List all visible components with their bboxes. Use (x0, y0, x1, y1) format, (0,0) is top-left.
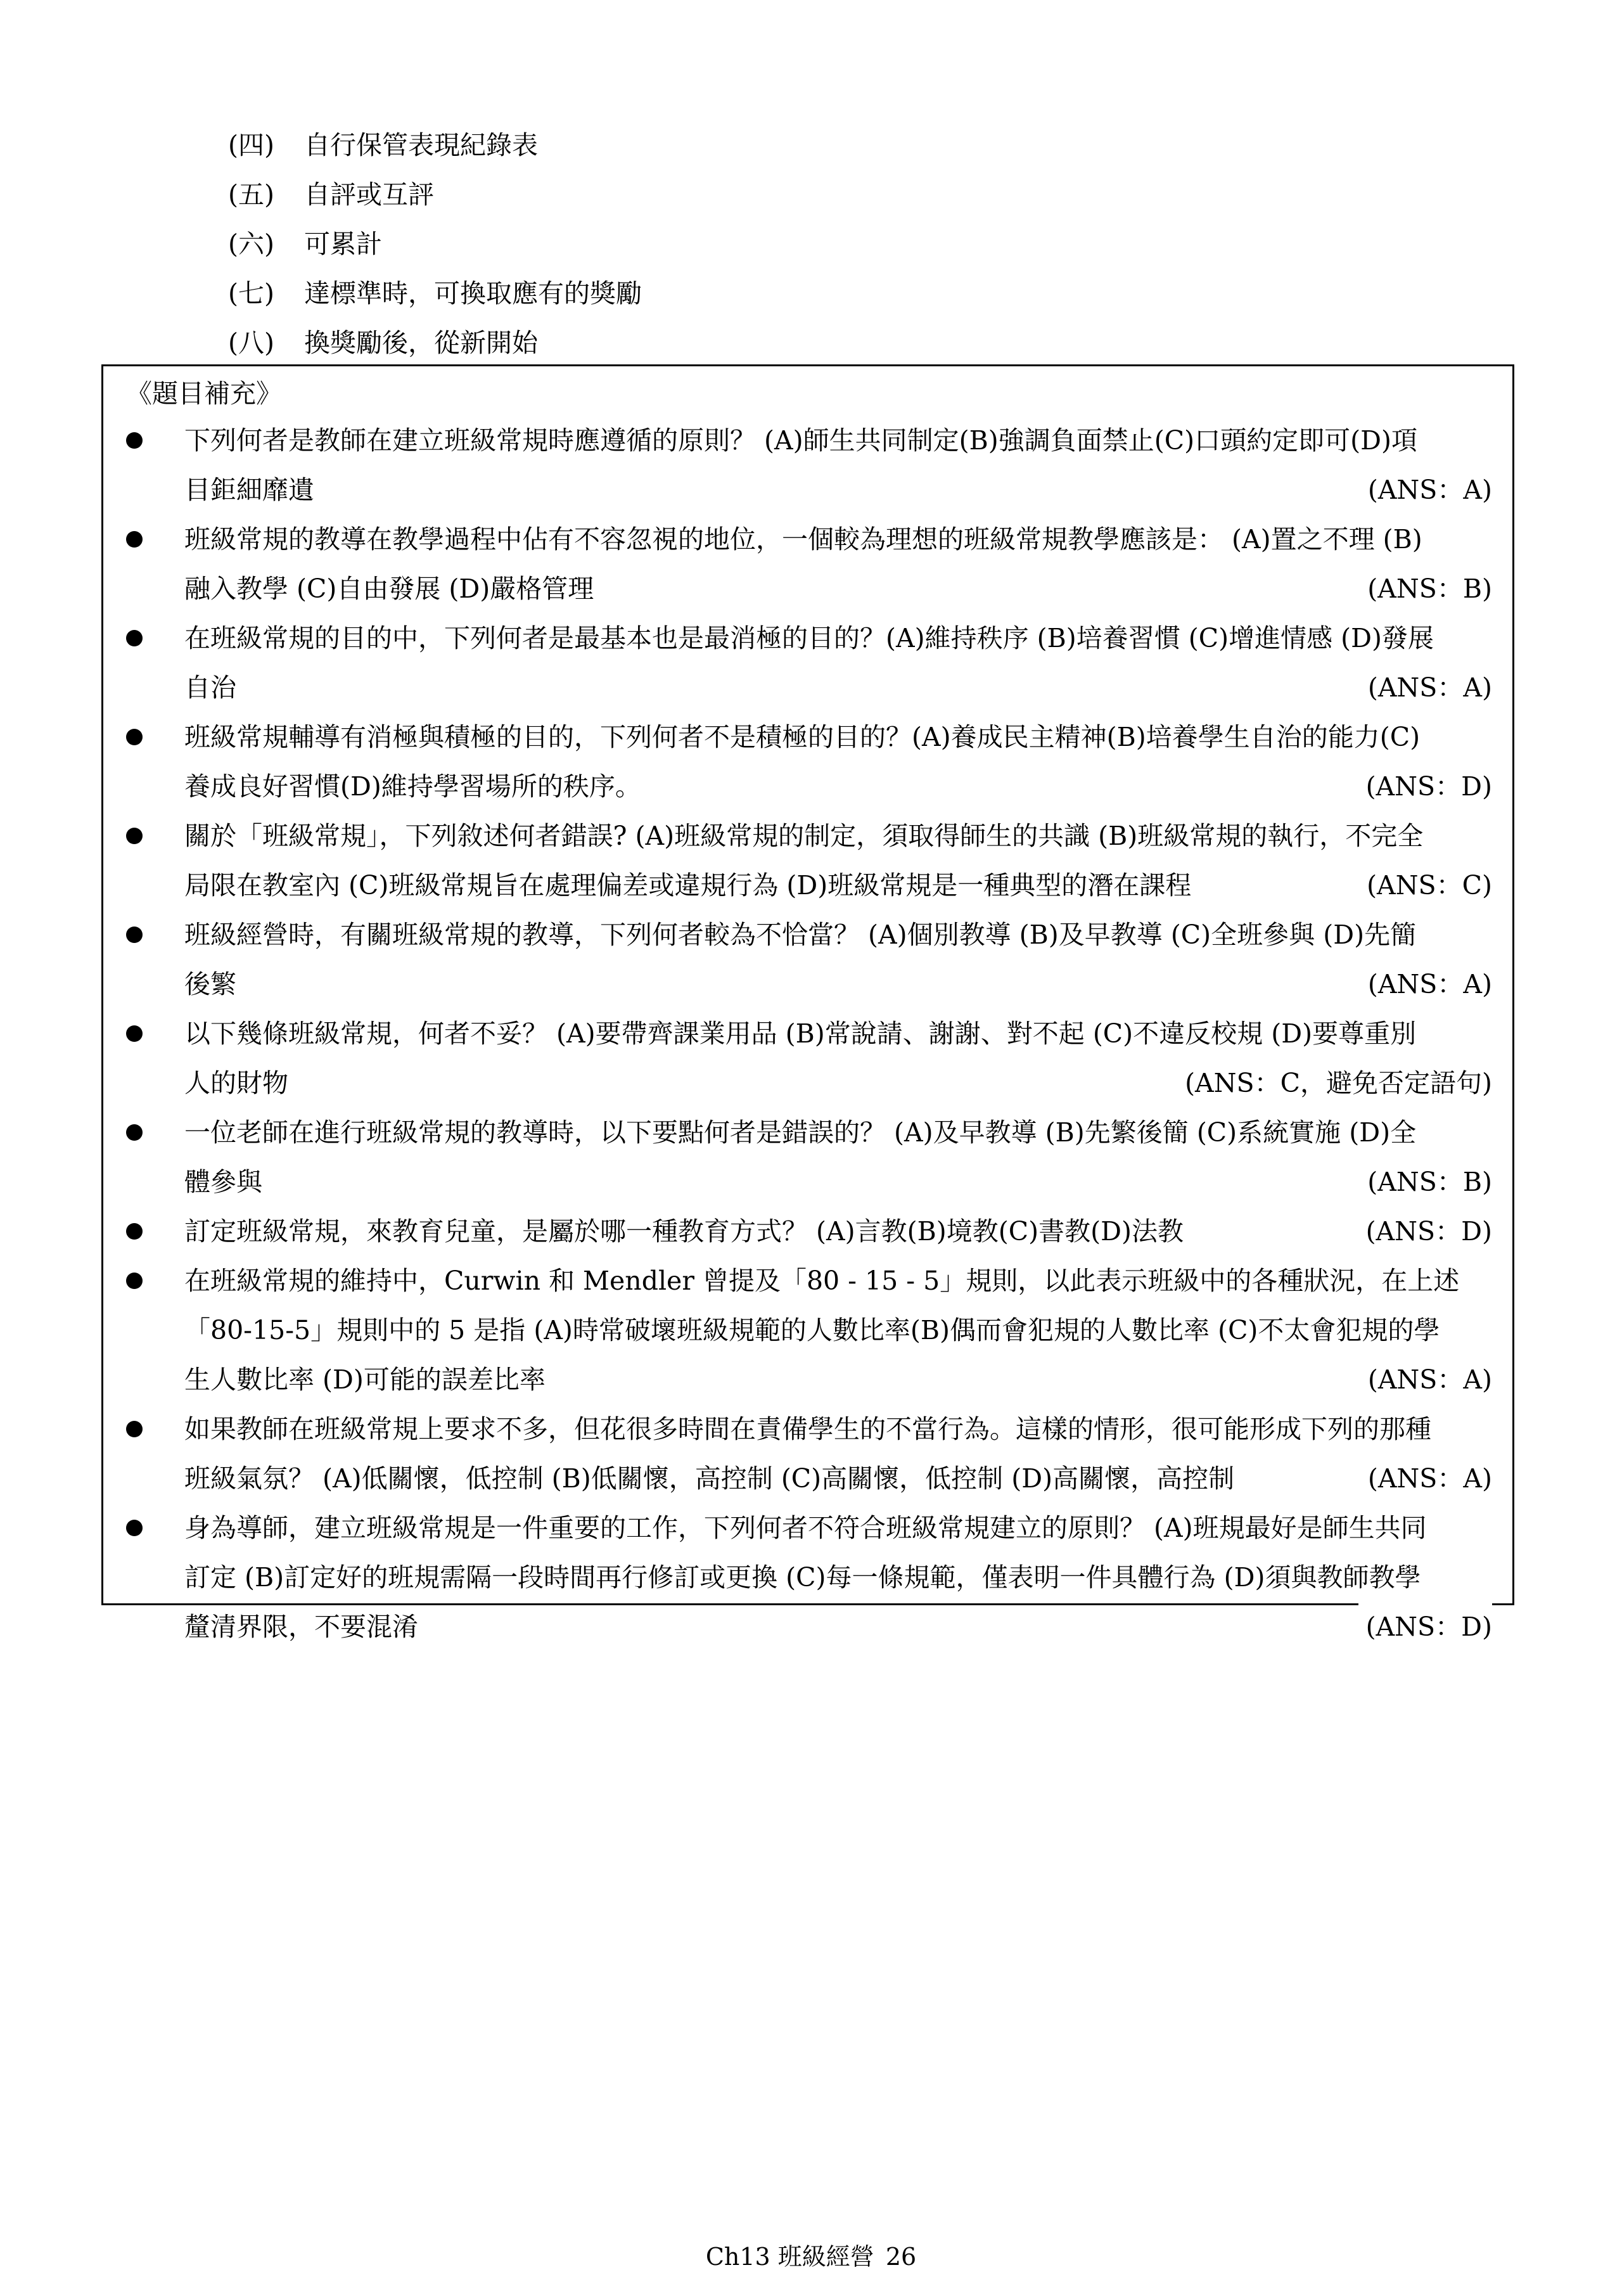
outline-item (228, 170, 642, 219)
question-item (103, 712, 1512, 811)
answer-label: (ANS：B) (1360, 1157, 1492, 1207)
bullet-icon (126, 927, 143, 943)
question-line: 人的財物 (184, 1068, 288, 1098)
bullet-icon (126, 1520, 143, 1536)
question-item (103, 613, 1512, 712)
answer-label: (ANS：A) (1360, 465, 1492, 515)
question-line: 「80-15-5」規則中的 5 是指 (A)時常破壞班級規範的人數比率(B)偶而會犯規的人數比率 (C)不太會犯規的學 (184, 1315, 1440, 1345)
answer-label: (ANS：C) (1359, 861, 1492, 910)
question-item (103, 1404, 1512, 1503)
question-line: 下列何者是教師在建立班級常規時應遵循的原則？ (A)師生共同制定(B)強調負面禁止(C)口頭約定即可(D)項 (184, 425, 1417, 456)
question-item (103, 1108, 1512, 1207)
question-line: 以下幾條班級常規，何者不妥？ (A)要帶齊課業用品 (B)常說請、謝謝、對不起 (C)不違反校規 (D)要尊重別 (184, 1018, 1417, 1049)
outline-item-number: (八) (228, 328, 274, 358)
question-item (103, 416, 1512, 515)
bullet-icon (126, 531, 143, 548)
outline-item (228, 269, 642, 318)
outline-item-text: 換獎勵後，從新開始 (304, 328, 538, 358)
answer-label: (ANS：A) (1360, 959, 1492, 1009)
question-line: 班級常規輔導有消極與積極的目的，下列何者不是積極的目的？(A)養成民主精神(B)培養學生自治的能力(C) (184, 722, 1421, 752)
outline-item (228, 219, 642, 269)
question-line: 局限在教室內 (C)班級常規旨在處理偏差或違規行為 (D)班級常規是一種典型的潛在課程 (184, 870, 1192, 901)
bullet-icon (126, 1025, 143, 1042)
outline-item-number: (六) (228, 229, 274, 259)
answer-label: (ANS：D) (1358, 1602, 1492, 1651)
question-line: 自治 (184, 672, 236, 703)
answer-label: (ANS：D) (1358, 762, 1492, 811)
question-line: 體參與 (184, 1167, 262, 1197)
question-item (103, 811, 1512, 910)
question-line: 班級常規的教導在教學過程中佔有不容忽視的地位，一個較為理想的班級常規教學應該是： (A)置之不理 (B) (184, 524, 1422, 555)
outline-item-number: (五) (228, 179, 274, 210)
question-item (103, 1503, 1512, 1651)
page-footer (0, 2237, 1622, 2272)
bullet-icon (126, 1223, 143, 1240)
question-line: 訂定班級常規，來教育兒童，是屬於哪一種教育方式？ (A)言教(B)境教(C)書教(D)法教 (184, 1216, 1184, 1247)
bullet-icon (126, 630, 143, 646)
question-line: 在班級常規的維持中，Curwin 和 Mendler 曾提及「80 - 15 - 5」規則，以此表示班級中的各種狀況，在上述 (184, 1266, 1460, 1296)
outline-item-text: 達標準時，可換取應有的獎勵 (304, 278, 642, 309)
answer-label: (ANS：B) (1360, 564, 1492, 613)
question-line: 生人數比率 (D)可能的誤差比率 (184, 1364, 546, 1395)
answer-label: (ANS：C，避免否定語句) (1177, 1058, 1492, 1108)
question-line: 後繁 (184, 969, 236, 999)
question-line: 釐清界限，不要混淆 (184, 1612, 418, 1642)
question-item (103, 515, 1512, 613)
question-item (103, 1009, 1512, 1108)
outline-item (228, 120, 642, 170)
outline-item-text: 自評或互評 (304, 179, 434, 210)
question-line: 融入教學 (C)自由發展 (D)嚴格管理 (184, 574, 594, 604)
question-line: 班級經營時，有關班級常規的教導，下列何者較為不恰當？ (A)個別教導 (B)及早教導 (C)全班參與 (D)先簡 (184, 920, 1417, 950)
question-line: 目鉅細靡遺 (184, 475, 314, 505)
bullet-icon (126, 1124, 143, 1141)
outline-list (228, 120, 642, 368)
question-line: 班級氣氛？ (A)低關懷，低控制 (B)低關懷，高控制 (C)高關懷，低控制 (D)高關懷，高控制 (184, 1463, 1235, 1494)
outline-item-number: (七) (228, 278, 274, 309)
question-line: 在班級常規的目的中，下列何者是最基本也是最消極的目的？(A)維持秩序 (B)培養習慣 (C)增進情感 (D)發展 (184, 623, 1434, 653)
box-title: 《題目補充》 (126, 378, 282, 409)
question-item (103, 1256, 1512, 1404)
answer-label: (ANS：D) (1358, 1207, 1492, 1256)
footer-chapter: Ch13 班級經營 (705, 2243, 874, 2271)
question-line: 如果教師在班級常規上要求不多，但花很多時間在責備學生的不當行為。這樣的情形，很可能形成下列的那種 (184, 1414, 1431, 1444)
bullet-icon (126, 1273, 143, 1289)
question-line: 養成良好習慣(D)維持學習場所的秩序。 (184, 771, 641, 802)
question-line: 身為導師，建立班級常規是一件重要的工作，下列何者不符合班級常規建立的原則？ (A)班規最好是師生共同 (184, 1513, 1427, 1543)
question-item (103, 910, 1512, 1009)
question-line: 訂定 (B)訂定好的班規需隔一段時間再行修訂或更換 (C)每一條規範，僅表明一件具體行為 (D)須與教師教學 (184, 1562, 1421, 1593)
outline-item (228, 318, 642, 368)
bullet-icon (126, 729, 143, 745)
outline-item-text: 自行保管表現紀錄表 (304, 130, 538, 160)
question-item (103, 1207, 1512, 1256)
answer-label: (ANS：A) (1360, 1355, 1492, 1404)
question-line: 一位老師在進行班級常規的教導時，以下要點何者是錯誤的？ (A)及早教導 (B)先繁後簡 (C)系統實施 (D)全 (184, 1117, 1417, 1148)
outline-item-text: 可累計 (304, 229, 382, 259)
answer-label: (ANS：A) (1360, 1454, 1492, 1503)
bullet-icon (126, 1421, 143, 1437)
outline-item-number: (四) (228, 130, 274, 160)
page-number: 26 (885, 2243, 917, 2271)
bullet-icon (126, 828, 143, 844)
bullet-icon (126, 432, 143, 449)
answer-label: (ANS：A) (1360, 663, 1492, 712)
question-line: 關於「班級常規」，下列敘述何者錯誤? (A)班級常規的制定，須取得師生的共識 (B)班級常規的執行，不完全 (184, 821, 1424, 851)
supplementary-questions-box (101, 364, 1514, 1642)
